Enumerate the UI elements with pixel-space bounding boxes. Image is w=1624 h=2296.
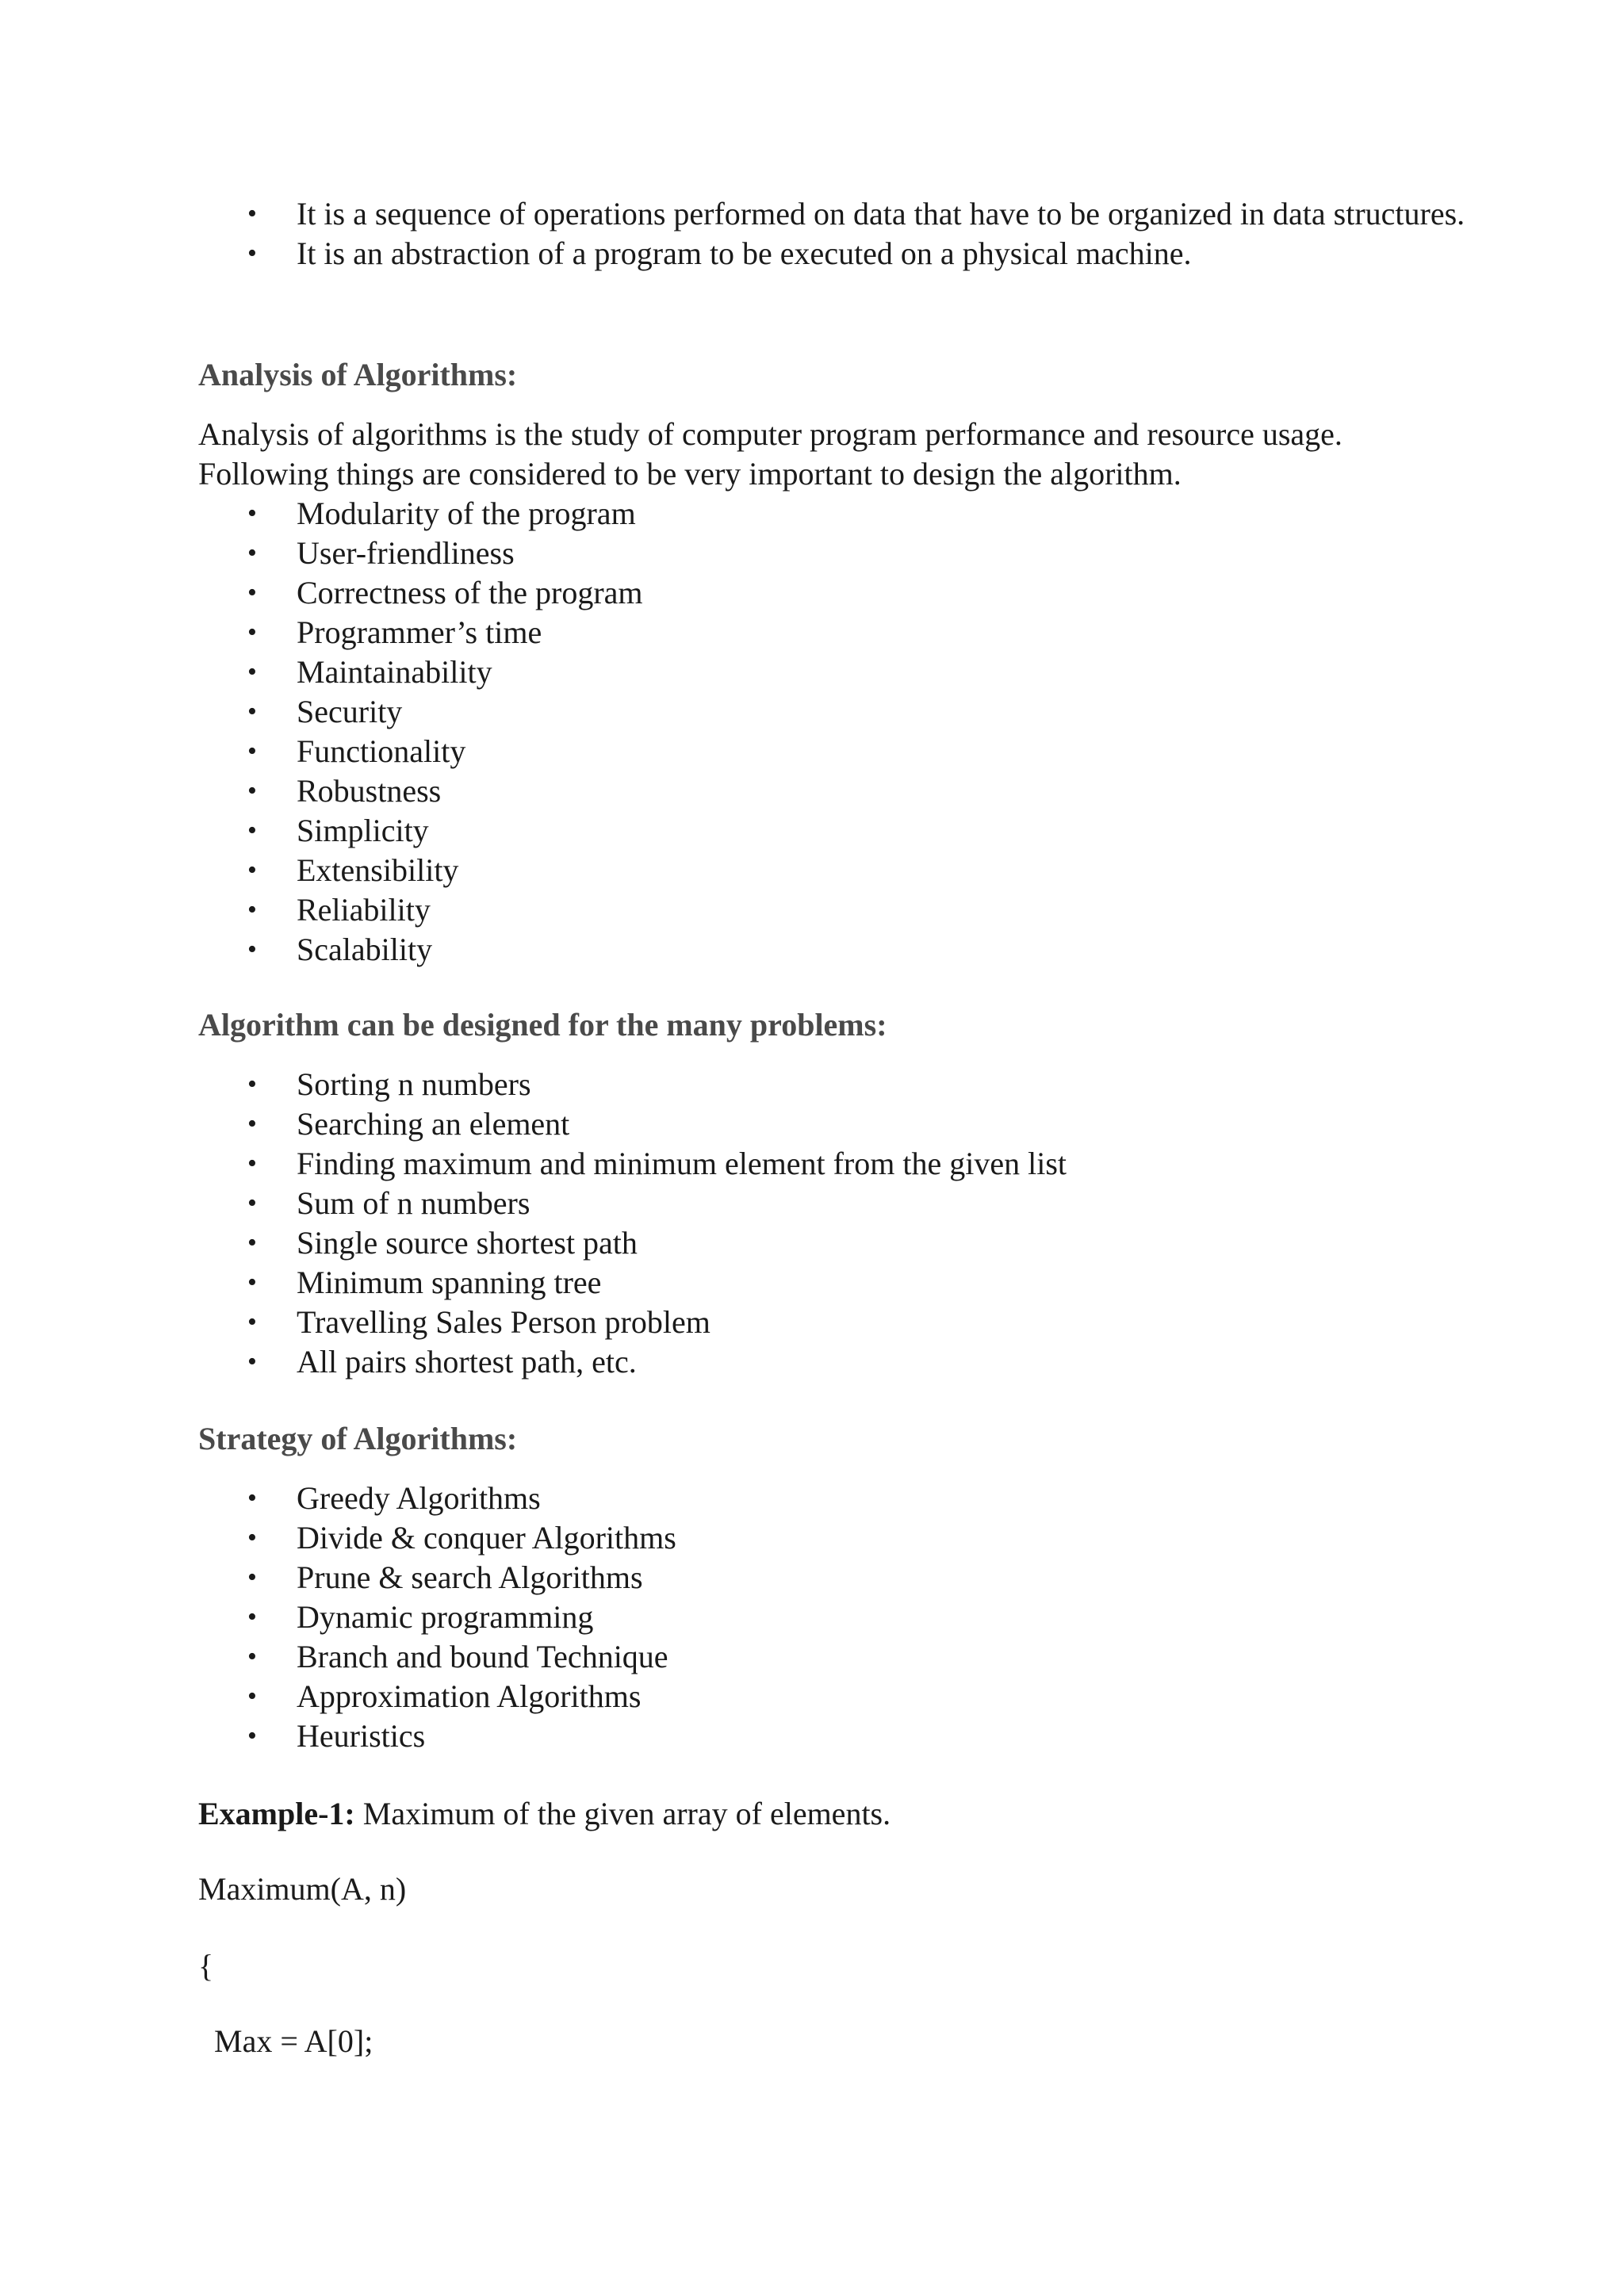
- list-item: • All pairs shortest path, etc.: [198, 1342, 1467, 1382]
- problems-heading: Algorithm can be designed for the many problems:: [198, 1007, 887, 1043]
- function-signature: Maximum(A, n): [198, 1871, 407, 1907]
- list-item: • Heuristics: [198, 1716, 1467, 1756]
- list-item: • Maintainability: [198, 652, 1467, 692]
- analysis-list-block: [198, 494, 1467, 970]
- list-item: • Simplicity: [198, 811, 1467, 851]
- list-item: • Prune & search Algorithms: [198, 1558, 1467, 1598]
- example-text: Maximum of the given array of elements.: [354, 1796, 891, 1831]
- list-item: • Single source shortest path: [198, 1223, 1467, 1263]
- list-item: • Approximation Algorithms: [198, 1677, 1467, 1716]
- list-item: • Security: [198, 692, 1467, 732]
- open-brace: {: [198, 1948, 214, 1984]
- strategy-bullet-list: [198, 1479, 1467, 1756]
- list-item: • Branch and bound Technique: [198, 1637, 1467, 1677]
- list-item: • Extensibility: [198, 851, 1467, 890]
- strategy-heading: Strategy of Algorithms:: [198, 1421, 518, 1456]
- list-item: • Travelling Sales Person problem: [198, 1303, 1467, 1342]
- list-item: • Greedy Algorithms: [198, 1479, 1467, 1518]
- list-item: • Correctness of the program: [198, 573, 1467, 613]
- list-item: • Robustness: [198, 771, 1467, 811]
- top-list-block: [198, 194, 1467, 274]
- list-item: • Dynamic programming: [198, 1598, 1467, 1637]
- list-item: • It is an abstraction of a program to be executed on a physical machine.: [198, 234, 1467, 274]
- example-label: Example-1:: [198, 1796, 355, 1831]
- list-item: • User-friendliness: [198, 534, 1467, 573]
- list-item: • Functionality: [198, 732, 1467, 771]
- strategy-list-block: [198, 1479, 1467, 1756]
- problems-list-block: [198, 1065, 1467, 1382]
- top-bullet-list: [198, 194, 1467, 274]
- analysis-paragraph-line-1: Analysis of algorithms is the study of computer program performance and resource usage.: [198, 416, 1342, 452]
- list-item: • Programmer’s time: [198, 613, 1467, 652]
- list-item: • Divide & conquer Algorithms: [198, 1518, 1467, 1558]
- list-item: • Minimum spanning tree: [198, 1263, 1467, 1303]
- list-item: • Sorting n numbers: [198, 1065, 1467, 1104]
- analysis-paragraph-line-2: Following things are considered to be very important to design the algorithm.: [198, 456, 1182, 492]
- list-item: • Sum of n numbers: [198, 1184, 1467, 1223]
- list-item: • Scalability: [198, 930, 1467, 970]
- list-item: • Reliability: [198, 890, 1467, 930]
- code-line-1: Max = A[0];: [214, 2023, 373, 2059]
- analysis-bullet-list: [198, 494, 1467, 970]
- list-item: • It is a sequence of operations performed on data that have to be organized in data structures.: [198, 194, 1486, 234]
- list-item: • Finding maximum and minimum element from the given list: [198, 1144, 1467, 1184]
- list-item: • Searching an element: [198, 1104, 1467, 1144]
- problems-bullet-list: [198, 1065, 1467, 1382]
- analysis-heading: Analysis of Algorithms:: [198, 357, 518, 392]
- list-item: • Modularity of the program: [198, 494, 1467, 534]
- example-line: [198, 1794, 1467, 1834]
- analysis-paragraph: [198, 415, 1467, 494]
